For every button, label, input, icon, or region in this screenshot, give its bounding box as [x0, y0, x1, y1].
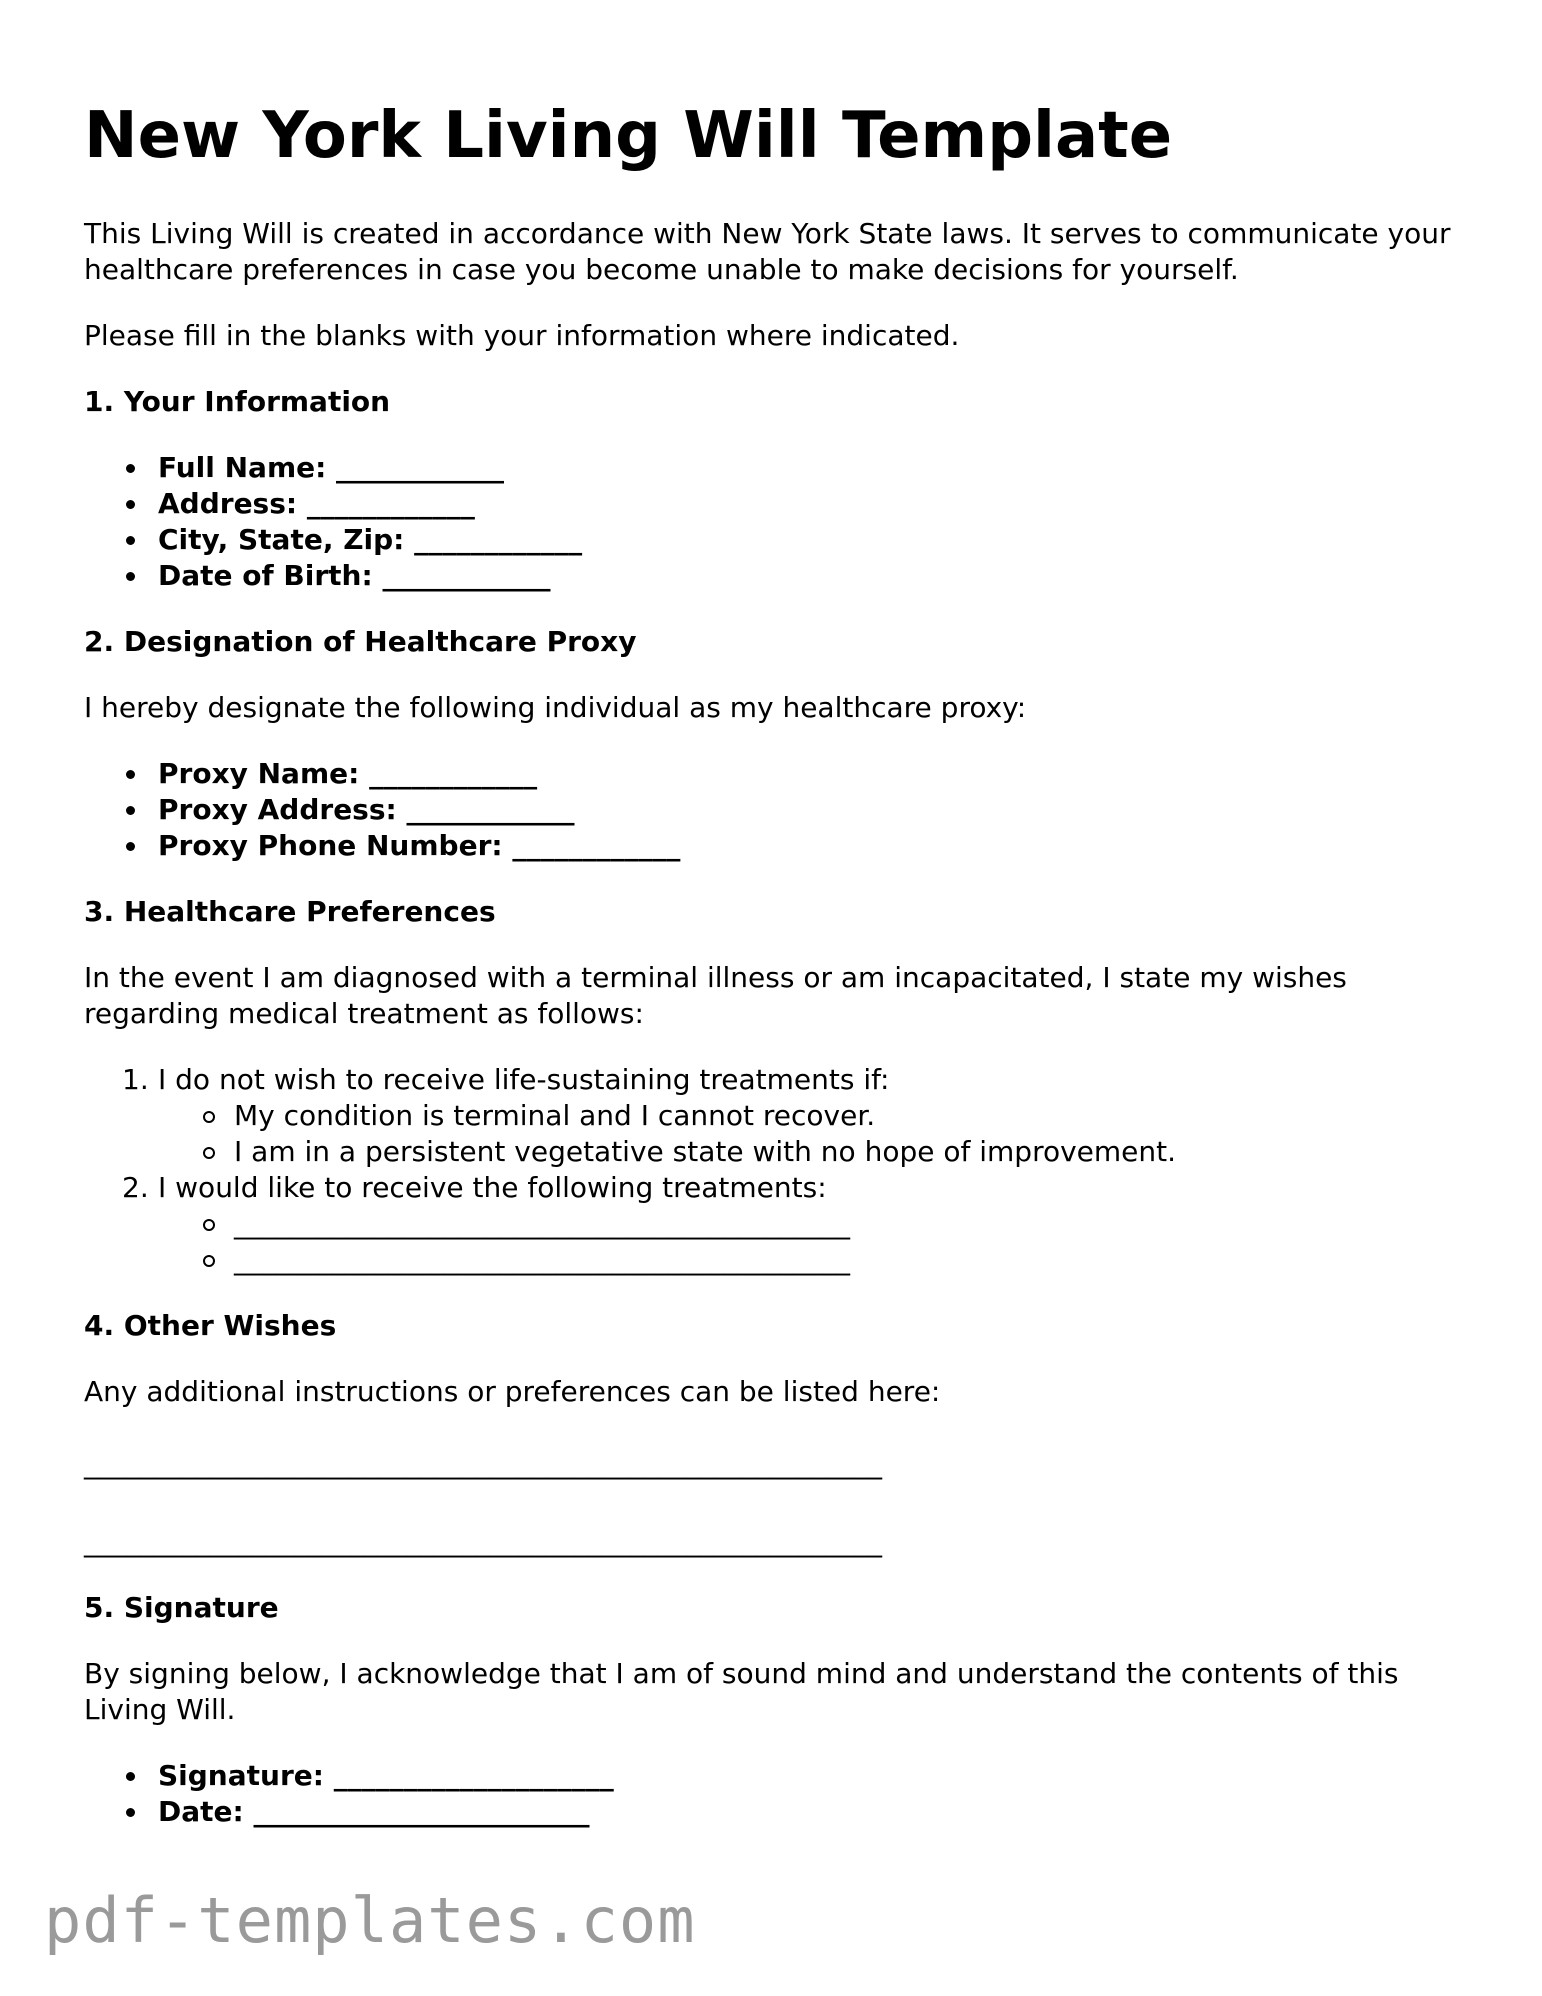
other-wishes-blank-line[interactable]: _________________________________________________________ — [84, 1525, 882, 1558]
section-preferences-heading: 3. Healthcare Preferences — [84, 895, 496, 928]
preferences-paragraph: In the event I am diagnosed with a terminal illness or am incapacitated, I state my wishes regarding medical treatment as follows: — [84, 961, 1347, 1030]
watermark: pdf-templates.com — [44, 1884, 696, 1957]
section-your-information-heading: 1. Your Information — [84, 385, 391, 418]
date-of-birth-field[interactable]: Date of Birth: ____________ — [158, 558, 1464, 594]
address-field[interactable]: Address: ____________ — [158, 486, 1464, 522]
proxy-phone-field[interactable]: Proxy Phone Number: ____________ — [158, 828, 1464, 864]
preference-sublist — [158, 1098, 1464, 1170]
preference-subitem: My condition is terminal and I cannot recover. — [234, 1098, 1464, 1134]
preference-number: 2. — [122, 1171, 149, 1204]
preference-text: I do not wish to receive life-sustaining treatments if: — [158, 1063, 890, 1096]
other-wishes-blank-line[interactable]: _________________________________________________________ — [84, 1447, 882, 1480]
city-state-zip-field[interactable]: City, State, Zip: ____________ — [158, 522, 1464, 558]
preference-item — [84, 1170, 1464, 1278]
treatment-blank-field[interactable]: ____________________________________________ — [234, 1242, 1464, 1278]
signature-paragraph: By signing below, I acknowledge that I am of sound mind and understand the contents of this Living Will. — [84, 1657, 1399, 1726]
preferences-list — [84, 1062, 1464, 1278]
preference-number: 1. — [122, 1063, 149, 1096]
your-information-fields — [84, 450, 1464, 594]
section-signature-heading: 5. Signature — [84, 1591, 279, 1624]
proxy-address-field[interactable]: Proxy Address: ____________ — [158, 792, 1464, 828]
treatment-blank-field[interactable]: ____________________________________________ — [234, 1206, 1464, 1242]
intro-paragraph: This Living Will is created in accordance with New York State laws. It serves to communicate your healthcare preferences in case you become unable to make decisions for yourself. — [84, 217, 1451, 286]
section-proxy-heading: 2. Designation of Healthcare Proxy — [84, 625, 637, 658]
proxy-name-field[interactable]: Proxy Name: ____________ — [158, 756, 1464, 792]
document-page — [84, 96, 1464, 1860]
full-name-field[interactable]: Full Name: ____________ — [158, 450, 1464, 486]
section-other-wishes-heading: 4. Other Wishes — [84, 1309, 337, 1342]
preference-sublist — [158, 1206, 1464, 1278]
instruction-paragraph: Please fill in the blanks with your information where indicated. — [84, 319, 960, 352]
document-title: New York Living Will Template — [84, 99, 1173, 173]
other-wishes-paragraph: Any additional instructions or preferences can be listed here: — [84, 1375, 941, 1408]
proxy-paragraph: I hereby designate the following individual as my healthcare proxy: — [84, 691, 1027, 724]
date-field[interactable]: Date: ________________________ — [158, 1794, 1464, 1830]
preference-subitem: I am in a persistent vegetative state with no hope of improvement. — [234, 1134, 1464, 1170]
preference-text: I would like to receive the following treatments: — [158, 1171, 827, 1204]
signature-fields — [84, 1758, 1464, 1830]
preference-item — [84, 1062, 1464, 1170]
proxy-fields — [84, 756, 1464, 864]
signature-field[interactable]: Signature: ____________________ — [158, 1758, 1464, 1794]
